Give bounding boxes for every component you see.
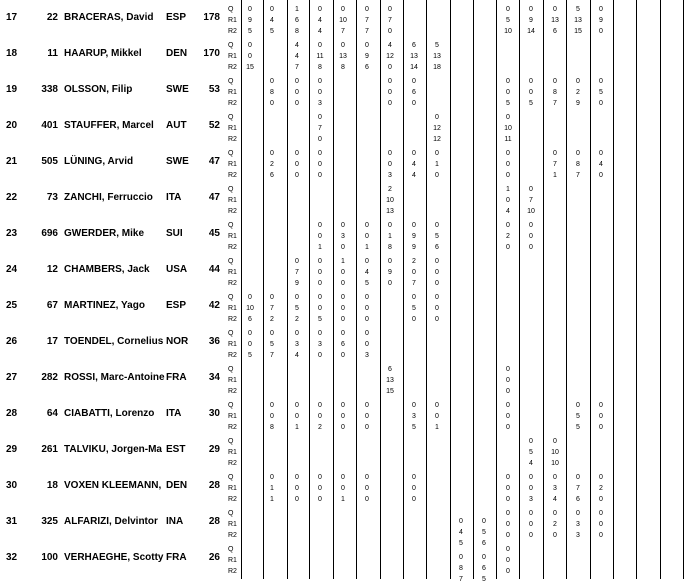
score-cell: 0 0 0 [599,402,603,431]
score-cell: 4 4 7 [295,42,299,71]
bib-cell: 325 [41,516,58,527]
athlete-name: VOXEN KLEEMANN, [64,480,162,491]
rank-cell: 17 [6,12,18,23]
nation-code: FRA [166,372,187,383]
score-cell: 0 0 0 [295,474,299,503]
rank-cell: 23 [6,228,18,239]
score-cell: 0 4 4 [318,6,322,35]
table-row [0,366,689,402]
athlete-name: ROSSI, Marc-Antoine [64,372,165,383]
table-row [0,474,689,510]
bib-cell: 73 [46,192,58,203]
score-cell: 0 7 2 [270,294,274,323]
nation-code: ITA [166,192,182,203]
score-cell: 1 6 8 [295,6,299,35]
athlete-name: OLSSON, Filip [64,84,133,95]
bib-cell: 505 [41,156,58,167]
score-cell: 0 5 5 [576,402,580,431]
athlete-name: MARTINEZ, Yago [64,300,145,311]
score-cell: 0 9 0 [599,6,603,35]
points-total: 28 [208,516,220,527]
nation-code: ESP [166,12,187,23]
points-total: 28 [208,480,220,491]
score-cell: 0 7 6 [576,474,580,503]
run-labels: Q R1 R2 [228,186,237,215]
score-cell: 0 0 1 [341,474,345,503]
nation-code: ESP [166,300,187,311]
run-labels: Q R1 R2 [228,114,237,143]
score-cell: 0 13 6 [551,6,559,35]
score-cell: 0 11 8 [316,42,324,71]
score-cell: 0 0 0 [506,546,510,575]
rank-cell: 18 [6,48,18,59]
score-cell: 0 0 5 [248,330,252,359]
score-cell: 0 2 9 [576,78,580,107]
score-cell: 0 0 0 [506,510,510,539]
score-cell: 0 3 4 [295,330,299,359]
rank-cell: 25 [6,300,18,311]
table-row [0,510,689,546]
score-cell: 0 5 4 [529,438,533,467]
nation-code: DEN [166,480,188,491]
rank-cell: 20 [6,120,18,131]
points-total: 52 [208,120,220,131]
run-labels: Q R1 R2 [228,42,237,71]
score-cell: 0 5 0 [599,78,603,107]
score-cell: 0 8 7 [553,78,557,107]
score-cell: 0 0 1 [365,222,369,251]
score-cell: 0 13 8 [339,42,347,71]
bib-cell: 338 [41,84,58,95]
table-row [0,42,689,78]
score-cell: 0 4 5 [365,258,369,287]
score-cell: 0 0 0 [295,150,299,179]
table-row [0,78,689,114]
athlete-name: HAARUP, Mikkel [64,48,142,59]
rank-cell: 31 [6,516,18,527]
score-cell: 2 0 7 [412,258,416,287]
athlete-name: TALVIKU, Jorgen-Ma [64,444,162,455]
score-cell: 0 4 5 [270,6,274,35]
rank-cell: 26 [6,336,18,347]
score-cell: 0 6 0 [412,78,416,107]
run-labels: Q R1 R2 [228,366,237,395]
score-cell: 0 0 0 [341,294,345,323]
table-row [0,402,689,438]
score-cell: 0 0 0 [599,510,603,539]
run-labels: Q R1 R2 [228,510,237,539]
score-cell: 0 3 5 [412,402,416,431]
score-cell: 0 0 0 [295,78,299,107]
bib-cell: 17 [46,336,58,347]
points-total: 178 [203,12,220,23]
score-cell: 0 0 0 [529,510,533,539]
score-cell: 0 0 0 [506,402,510,431]
score-cell: 0 0 0 [365,402,369,431]
score-cell: 0 6 5 [482,554,486,583]
score-cell: 0 0 3 [318,78,322,107]
athlete-name: GWERDER, Mike [64,228,145,239]
score-cell: 0 4 5 [459,518,463,547]
score-cell: 0 0 0 [506,150,510,179]
points-total: 36 [208,336,220,347]
score-cell: 0 0 0 [506,366,510,395]
table-row [0,6,689,42]
rank-cell: 19 [6,84,18,95]
score-cell: 0 0 1 [295,402,299,431]
rank-cell: 27 [6,372,18,383]
score-cell: 0 7 1 [553,150,557,179]
bib-cell: 401 [41,120,58,131]
points-total: 44 [208,264,220,275]
points-total: 26 [208,552,220,563]
score-cell: 0 0 15 [246,42,254,71]
score-cell: 0 2 0 [506,222,510,251]
score-cell: 0 0 0 [529,222,533,251]
athlete-name: LÜNING, Arvid [64,156,134,167]
score-cell: 0 0 5 [318,294,322,323]
table-row [0,330,689,366]
score-cell: 0 5 7 [270,330,274,359]
score-cell: 0 10 10 [551,438,559,467]
points-total: 47 [208,156,220,167]
run-labels: Q R1 R2 [228,222,237,251]
score-cell: 1 0 0 [341,258,345,287]
nation-code: FRA [166,552,187,563]
score-cell: 0 9 0 [388,258,392,287]
score-cell: 0 10 11 [504,114,512,143]
run-labels: Q R1 R2 [228,474,237,503]
score-cell: 0 0 0 [435,258,439,287]
score-cell: 0 5 6 [482,518,486,547]
score-cell: 0 4 0 [599,150,603,179]
score-cell: 0 0 3 [388,150,392,179]
score-cell: 0 5 6 [435,222,439,251]
rank-cell: 30 [6,480,18,491]
score-cell: 0 7 0 [318,114,322,143]
bib-cell: 261 [41,444,58,455]
athlete-name: STAUFFER, Marcel [64,120,154,131]
score-cell: 0 7 0 [388,6,392,35]
score-cell: 0 2 0 [599,474,603,503]
score-cell: 5 13 15 [574,6,582,35]
run-labels: Q R1 R2 [228,258,237,287]
score-cell: 0 8 7 [576,150,580,179]
bib-cell: 282 [41,372,58,383]
bib-cell: 18 [46,480,58,491]
score-cell: 0 9 9 [412,222,416,251]
bib-cell: 696 [41,228,58,239]
rank-cell: 22 [6,192,18,203]
athlete-name: VERHAEGHE, Scotty [64,552,164,563]
nation-code: NOR [166,336,189,347]
score-cell: 0 0 0 [365,294,369,323]
score-cell: 0 10 7 [339,6,347,35]
score-cell: 0 9 5 [248,6,252,35]
score-cell: 0 0 2 [318,402,322,431]
run-labels: Q R1 R2 [228,150,237,179]
score-cell: 0 0 0 [318,474,322,503]
score-cell: 0 8 0 [270,78,274,107]
nation-code: USA [166,264,188,275]
athlete-name: CHAMBERS, Jack [64,264,150,275]
score-cell: 0 10 6 [246,294,254,323]
rank-cell: 29 [6,444,18,455]
score-cell: 0 7 7 [365,6,369,35]
score-cell: 0 0 0 [388,78,392,107]
score-cell: 0 0 0 [341,402,345,431]
score-cell: 0 5 0 [412,294,416,323]
score-cell: 0 4 4 [412,150,416,179]
score-cell: 0 3 0 [341,222,345,251]
run-labels: Q R1 R2 [228,78,237,107]
points-total: 170 [203,48,220,59]
rank-cell: 21 [6,156,18,167]
score-cell: 0 1 1 [270,474,274,503]
run-labels: Q R1 R2 [228,294,237,323]
nation-code: INA [166,516,184,527]
score-cell: 0 6 0 [341,330,345,359]
score-cell: 0 1 0 [435,150,439,179]
nation-code: DEN [166,48,188,59]
score-cell: 5 13 18 [433,42,441,71]
bib-cell: 12 [46,264,58,275]
score-cell: 6 13 14 [410,42,418,71]
score-cell: 0 0 0 [318,258,322,287]
score-cell: 0 0 8 [270,402,274,431]
score-cell: 0 0 0 [506,474,510,503]
score-cell: 0 0 5 [506,78,510,107]
score-cell: 0 3 0 [318,330,322,359]
score-cell: 0 5 10 [504,6,512,35]
athlete-name: ALFARIZI, Delvintor [64,516,158,527]
score-cell: 0 3 3 [576,510,580,539]
points-total: 34 [208,372,220,383]
score-cell: 2 10 13 [386,186,394,215]
nation-code: ITA [166,408,182,419]
score-cell: 6 13 15 [386,366,394,395]
run-labels: Q R1 R2 [228,438,237,467]
score-cell: 0 2 6 [270,150,274,179]
table-row [0,294,689,330]
score-cell: 1 0 4 [506,186,510,215]
run-labels: Q R1 R2 [228,6,237,35]
score-cell: 0 12 12 [433,114,441,143]
athlete-name: BRACERAS, David [64,12,154,23]
run-labels: Q R1 R2 [228,330,237,359]
run-labels: Q R1 R2 [228,546,237,575]
points-total: 30 [208,408,220,419]
score-cell: 0 0 5 [529,78,533,107]
athlete-name: TOENDEL, Cornelius [64,336,164,347]
score-cell: 0 9 14 [527,6,535,35]
nation-code: AUT [166,120,187,131]
score-cell: 4 12 0 [386,42,394,71]
points-total: 29 [208,444,220,455]
table-row [0,150,689,186]
athlete-name: CIABATTI, Lorenzo [64,408,155,419]
run-labels: Q R1 R2 [228,402,237,431]
score-cell: 0 0 1 [318,222,322,251]
athlete-name: ZANCHI, Ferruccio [64,192,153,203]
score-cell: 0 3 4 [553,474,557,503]
table-row [0,222,689,258]
table-row [0,546,689,582]
score-cell: 0 0 0 [435,294,439,323]
rank-cell: 24 [6,264,18,275]
score-cell: 0 8 7 [459,554,463,583]
score-cell: 0 5 2 [295,294,299,323]
score-cell: 0 7 10 [527,186,535,215]
score-cell: 0 9 6 [365,42,369,71]
nation-code: SWE [166,84,189,95]
bib-cell: 100 [41,552,58,563]
score-cell: 0 0 3 [529,474,533,503]
points-total: 53 [208,84,220,95]
table-row [0,438,689,474]
points-total: 47 [208,192,220,203]
score-cell: 0 2 0 [553,510,557,539]
nation-code: EST [166,444,186,455]
points-total: 42 [208,300,220,311]
points-total: 45 [208,228,220,239]
score-cell: 0 0 0 [318,150,322,179]
bib-cell: 22 [46,12,58,23]
rank-cell: 32 [6,552,18,563]
rank-cell: 28 [6,408,18,419]
table-row [0,114,689,150]
bib-cell: 64 [46,408,58,419]
score-cell: 0 7 9 [295,258,299,287]
table-row [0,186,689,222]
bib-cell: 67 [46,300,58,311]
score-cell: 0 0 0 [412,474,416,503]
score-cell: 0 1 8 [388,222,392,251]
table-row [0,258,689,294]
nation-code: SUI [166,228,183,239]
bib-cell: 11 [47,48,58,59]
score-cell: 0 0 3 [365,330,369,359]
nation-code: SWE [166,156,189,167]
score-cell: 0 0 1 [435,402,439,431]
score-cell: 0 0 0 [365,474,369,503]
